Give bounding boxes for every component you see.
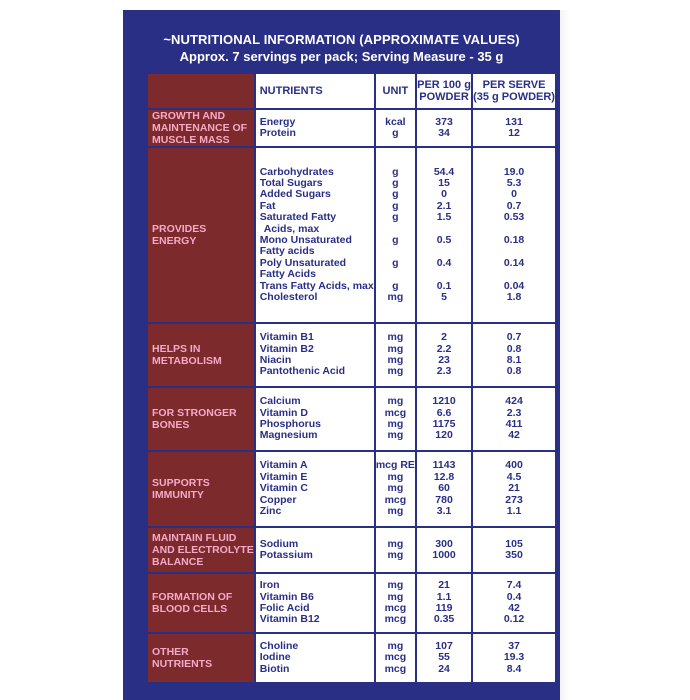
category-cell — [148, 110, 254, 146]
unit-value: mg — [387, 505, 404, 518]
per-serve-cell — [473, 452, 555, 526]
per-serve-value: 105 — [505, 537, 523, 550]
per100-value: 0.5 — [436, 234, 452, 246]
nutrient-name: Total Sugars — [259, 176, 323, 189]
category-label-line: FOR STRONGER — [152, 407, 237, 419]
per100-value: 54.4 — [433, 165, 455, 178]
category-label-line: PROVIDES — [152, 223, 207, 235]
per100-value: 0 — [441, 188, 447, 201]
nutrient-name: Vitamin D — [259, 406, 308, 419]
per100-value: 1210 — [432, 395, 456, 408]
per-serve-value: 0.7 — [506, 331, 522, 344]
nutrient-name: Vitamin B2 — [259, 342, 314, 355]
unit-value: g — [392, 234, 399, 246]
nutrient-name-cell — [256, 452, 374, 526]
per100-value: 780 — [435, 493, 453, 506]
per-serve-value: 8.4 — [506, 662, 522, 675]
category-label-line: METABOLISM — [152, 355, 222, 367]
nutrient-name-cell — [256, 110, 374, 146]
per100-value: 1175 — [432, 418, 456, 430]
per-serve-value: 131 — [505, 115, 523, 128]
col-header-per100 — [417, 74, 471, 108]
per100-value: 120 — [435, 429, 453, 442]
unit-value: mg — [387, 579, 404, 592]
col-header-unit: UNIT — [376, 74, 415, 108]
per100-value: 2.3 — [436, 365, 452, 378]
nutrient-name: Niacin — [259, 354, 292, 366]
per-serve-value: 19.3 — [503, 651, 525, 664]
category-label-line: ENERGY — [152, 235, 197, 247]
nutrient-name: Energy — [259, 115, 296, 128]
category-label-line: SUPPORTS — [152, 477, 210, 489]
per100-value: 6.6 — [436, 406, 452, 419]
per-serve-value: 42 — [508, 429, 520, 442]
nutrient-name: Acids, max — [263, 222, 320, 235]
per-serve-value: 273 — [505, 493, 523, 506]
per100-cell — [417, 528, 471, 572]
nutrient-name: Protein — [259, 127, 296, 139]
per100-value: 119 — [435, 602, 453, 614]
unit-value: g — [392, 211, 399, 224]
per100-cell — [417, 634, 471, 682]
per-serve-value: 7.4 — [506, 579, 522, 592]
category-cell — [148, 148, 254, 322]
unit-value: mcg — [384, 493, 407, 506]
unit-cell — [376, 574, 415, 632]
unit-value: mg — [387, 418, 404, 430]
table-row — [148, 528, 555, 572]
category-label-line: IMMUNITY — [152, 489, 204, 501]
per100-value: 0.35 — [433, 613, 455, 626]
nutrient-name: Copper — [259, 493, 297, 506]
col-header-per100-line: PER 100 g — [417, 78, 471, 91]
per-serve-value: 0.04 — [503, 279, 525, 292]
per-serve-value: 0 — [511, 188, 517, 201]
per100-value: 1143 — [432, 459, 456, 472]
unit-cell — [376, 110, 415, 146]
col-header-serve-line: (35 g POWDER) — [473, 91, 555, 103]
per-serve-value: 0.8 — [506, 365, 522, 378]
category-label-line: MUSCLE MASS — [152, 134, 230, 146]
unit-value: mcg — [384, 613, 407, 626]
nutrient-name: Vitamin E — [259, 470, 308, 483]
per-serve-value: 4.5 — [506, 470, 522, 483]
unit-value: mg — [387, 470, 404, 483]
unit-value: mg — [387, 590, 404, 603]
category-label-line: HELPS IN — [152, 343, 201, 355]
unit-value: mg — [387, 482, 404, 495]
per-serve-value: 0.12 — [503, 613, 525, 626]
nutrient-name: Fatty acids — [259, 245, 315, 258]
nutrient-name: Trans Fatty Acids, max — [259, 279, 374, 292]
per100-value: 24 — [438, 662, 450, 675]
unit-value: g — [392, 127, 399, 139]
per100-value: 1.1 — [436, 590, 452, 603]
nutrient-name: Vitamin B1 — [259, 331, 314, 344]
per-serve-value: 400 — [505, 459, 523, 472]
unit-value: mg — [387, 291, 404, 304]
category-label-line: BONES — [152, 419, 190, 431]
per100-value: 2.2 — [436, 342, 452, 355]
per-serve-value: 0.7 — [506, 199, 522, 212]
unit-value: mg — [387, 639, 404, 652]
per100-cell — [417, 574, 471, 632]
category-label-line: GROWTH AND — [152, 110, 226, 122]
per-serve-cell — [473, 324, 555, 386]
per-serve-cell — [473, 148, 555, 322]
unit-value: g — [392, 165, 399, 178]
unit-value: mcg — [384, 602, 407, 614]
per100-value: 15 — [438, 176, 450, 189]
nutrient-name: Saturated Fatty — [259, 211, 337, 224]
unit-cell — [376, 528, 415, 572]
unit-value: mg — [387, 429, 404, 442]
per-serve-value: 0.18 — [503, 234, 525, 246]
per-serve-value: 12 — [508, 127, 520, 139]
nutrient-name: Folic Acid — [259, 602, 310, 614]
per100-value: 2 — [441, 331, 447, 344]
per-serve-value: 37 — [508, 639, 520, 652]
per100-value: 373 — [435, 115, 453, 128]
per100-value: 12.8 — [433, 470, 455, 483]
per-serve-value: 0.8 — [506, 342, 522, 355]
unit-value: g — [392, 188, 399, 201]
unit-cell — [376, 388, 415, 450]
per100-value: 0.4 — [436, 256, 452, 269]
title-mark: ~ — [163, 32, 172, 47]
category-cell — [148, 388, 254, 450]
unit-value: mcg — [384, 662, 407, 675]
per-serve-value: 350 — [505, 549, 523, 561]
unit-value: g — [392, 279, 399, 292]
per100-value: 55 — [438, 651, 450, 664]
per-serve-value: 0.4 — [506, 590, 522, 603]
nutrient-name: Iron — [259, 579, 280, 592]
nutrient-name: Poly Unsaturated — [259, 256, 347, 269]
unit-value: mg — [387, 537, 404, 550]
table-row — [148, 110, 555, 146]
spacer-line — [376, 269, 415, 280]
nutrient-name-cell — [256, 148, 374, 322]
nutrient-name: Vitamin B12 — [259, 613, 320, 626]
nutrient-name: Added Sugars — [259, 188, 331, 201]
per-serve-cell — [473, 634, 555, 682]
category-cell — [148, 574, 254, 632]
per-serve-value: 411 — [505, 418, 523, 430]
unit-value: g — [392, 256, 399, 269]
unit-cell — [376, 634, 415, 682]
category-cell — [148, 452, 254, 526]
nutrient-name-cell — [256, 574, 374, 632]
edge-shade — [560, 10, 570, 700]
per-serve-value: 21 — [508, 482, 520, 495]
per-serve-value: 2.3 — [506, 406, 522, 419]
per100-value: 1000 — [432, 549, 456, 561]
unit-value: mg — [387, 395, 404, 408]
nutrient-name: Fat — [259, 199, 276, 212]
unit-value: mg — [387, 549, 404, 561]
category-label-line: MAINTENANCE OF — [152, 122, 248, 134]
table-row — [148, 148, 555, 322]
nutrient-name: Cholesterol — [259, 291, 318, 304]
nutrient-name: Sodium — [259, 537, 299, 550]
nutrient-name: Calcium — [259, 395, 301, 408]
nutrient-name: Biotin — [259, 662, 290, 675]
category-cell — [148, 324, 254, 386]
per-serve-cell — [473, 574, 555, 632]
panel-header — [123, 30, 560, 76]
category-label-line: OTHER — [152, 646, 189, 658]
per100-value: 34 — [438, 127, 450, 139]
category-label-line: BALANCE — [152, 556, 204, 568]
col-header-nutrients: NUTRIENTS — [256, 74, 374, 108]
per100-value: 21 — [438, 579, 450, 592]
nutrient-name: Mono Unsaturated — [259, 234, 352, 246]
col-header-serve — [473, 74, 555, 108]
per100-value: 23 — [438, 354, 450, 366]
per100-cell — [417, 388, 471, 450]
unit-value: mg — [387, 354, 404, 366]
unit-value: mg — [387, 342, 404, 355]
nutrient-name: Fatty Acids — [259, 268, 316, 281]
unit-value: mg — [387, 365, 404, 378]
per100-value: 107 — [435, 639, 453, 652]
per-serve-value: 1.8 — [506, 291, 522, 304]
per-serve-value: 0.14 — [503, 256, 525, 269]
per-serve-value: 19.0 — [503, 165, 525, 178]
col-header-per100-line: POWDER — [419, 91, 469, 103]
category-label-line: FORMATION OF — [152, 591, 233, 603]
unit-value: g — [392, 176, 399, 189]
per100-cell — [417, 148, 471, 322]
nutrient-name: Potassium — [259, 549, 313, 561]
per100-cell — [417, 324, 471, 386]
per-serve-value: 8.1 — [506, 354, 522, 366]
per-serve-value: 0.53 — [503, 211, 525, 224]
per100-value: 5 — [441, 291, 447, 304]
per-serve-value: 424 — [505, 395, 523, 408]
nutrient-name: Phosphorus — [259, 418, 321, 430]
table-row — [148, 634, 555, 682]
unit-cell — [376, 148, 415, 322]
category-label-line: MAINTAIN FLUID — [152, 532, 237, 544]
unit-value: mg — [387, 331, 404, 344]
unit-cell — [376, 452, 415, 526]
unit-value: mcg RE — [375, 459, 415, 472]
per100-value: 1.5 — [436, 211, 452, 224]
per100-value: 300 — [435, 537, 453, 550]
per-serve-cell — [473, 528, 555, 572]
panel-title: NUTRITIONAL INFORMATION (APPROXIMATE VALUES) — [171, 32, 520, 47]
nutrient-name-cell — [256, 528, 374, 572]
nutrient-name-cell — [256, 388, 374, 450]
per100-cell — [417, 110, 471, 146]
table-row — [148, 452, 555, 526]
unit-value: kcal — [385, 115, 406, 128]
panel-subtitle: Approx. 7 servings per pack; Serving Measure - 35 g — [179, 49, 504, 64]
nutrient-name: Choline — [259, 639, 299, 652]
spacer-line — [473, 269, 555, 280]
unit-value: g — [392, 199, 399, 212]
spacer-line — [417, 269, 471, 280]
unit-value: mcg — [384, 651, 407, 664]
nutrient-name: Iodine — [259, 651, 291, 664]
per100-value: 60 — [438, 482, 450, 495]
unit-cell — [376, 324, 415, 386]
category-label-line: NUTRIENTS — [152, 658, 213, 670]
per100-value: 2.1 — [436, 199, 452, 212]
nutrition-table — [146, 72, 557, 684]
col-header-serve-line: PER SERVE — [482, 78, 546, 91]
table-row — [148, 324, 555, 386]
nutrient-name-cell — [256, 324, 374, 386]
per-serve-cell — [473, 388, 555, 450]
header-blank-cell — [148, 74, 254, 108]
per-serve-value: 5.3 — [506, 176, 522, 189]
table-row — [148, 388, 555, 450]
unit-value: mcg — [384, 406, 407, 419]
category-cell — [148, 528, 254, 572]
per-serve-cell — [473, 110, 555, 146]
nutrient-name: Magnesium — [259, 429, 318, 442]
table-row — [148, 574, 555, 632]
nutrition-panel — [123, 10, 560, 700]
nutrient-name: Pantothenic Acid — [259, 365, 346, 378]
category-label-line: AND ELECTROLYTE — [152, 544, 254, 556]
per-serve-value: 42 — [508, 602, 520, 614]
category-cell — [148, 634, 254, 682]
nutrient-name: Zinc — [259, 505, 282, 518]
category-label-line: BLOOD CELLS — [152, 603, 228, 615]
per100-value: 0.1 — [436, 279, 452, 292]
nutrient-name: Carbohydrates — [259, 165, 334, 178]
per-serve-value: 1.1 — [506, 505, 522, 518]
nutrient-name: Vitamin B6 — [259, 590, 314, 603]
nutrient-name: Vitamin C — [259, 482, 308, 495]
nutrient-name-cell — [256, 634, 374, 682]
table-header-row — [148, 74, 555, 108]
per100-value: 3.1 — [436, 505, 452, 518]
per100-cell — [417, 452, 471, 526]
nutrient-name: Vitamin A — [259, 459, 308, 472]
